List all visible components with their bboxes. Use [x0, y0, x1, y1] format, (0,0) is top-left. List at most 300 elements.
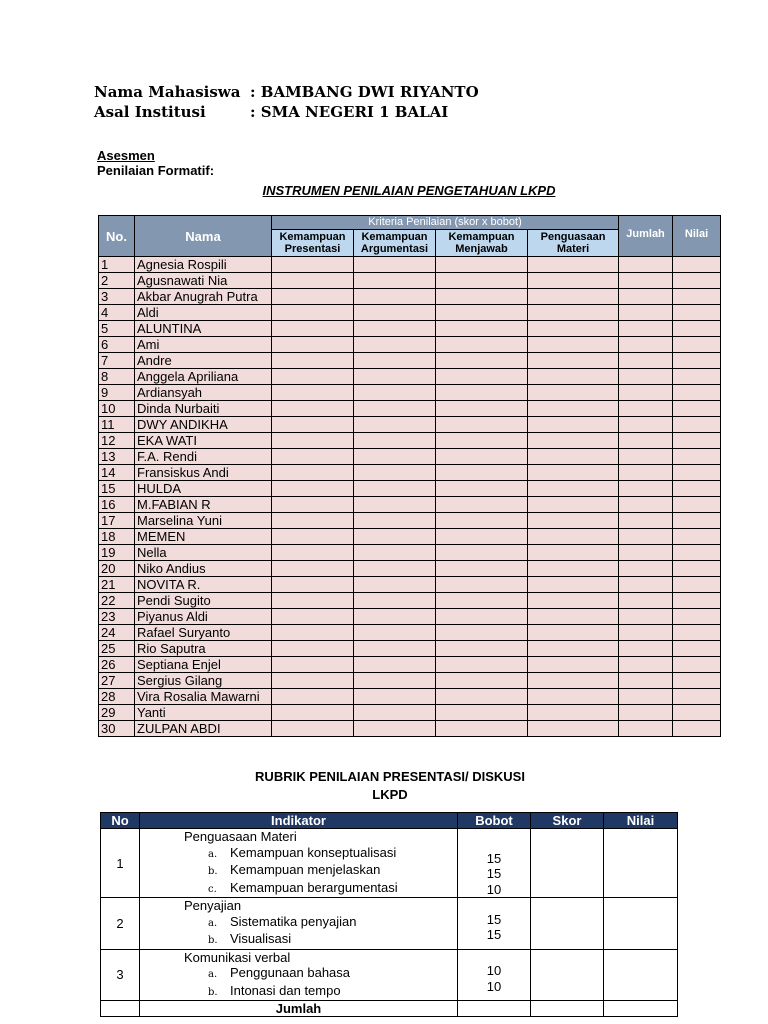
score-presentasi-cell[interactable]	[272, 449, 354, 465]
jumlah-cell[interactable]	[619, 273, 673, 289]
table-row	[99, 417, 721, 433]
row-number: 28	[99, 689, 135, 705]
jumlah-cell[interactable]	[619, 385, 673, 401]
student-name: Ami	[135, 337, 272, 353]
score-menjawab-cell[interactable]	[436, 625, 528, 641]
nilai-cell[interactable]	[673, 257, 721, 273]
student-name: EKA WATI	[135, 433, 272, 449]
score-penguasaan-cell[interactable]	[528, 433, 619, 449]
rubrik-total-row	[101, 1001, 678, 1017]
score-penguasaan-cell[interactable]	[528, 417, 619, 433]
score-presentasi-cell[interactable]	[272, 657, 354, 673]
score-penguasaan-cell[interactable]	[528, 513, 619, 529]
lkpd-table-body	[99, 257, 721, 737]
row-number: 19	[99, 545, 135, 561]
table-row	[99, 673, 721, 689]
rubrik-nilai-cell[interactable]	[604, 949, 678, 1001]
student-name: Rafael Suryanto	[135, 625, 272, 641]
score-argumentasi-cell[interactable]	[354, 641, 436, 657]
table-row	[99, 625, 721, 641]
row-number: 14	[99, 465, 135, 481]
rubrik-nilai-cell[interactable]	[604, 898, 678, 950]
jumlah-cell[interactable]	[619, 705, 673, 721]
bobot-value: 15	[486, 866, 502, 881]
jumlah-cell[interactable]	[619, 721, 673, 737]
score-argumentasi-cell[interactable]	[354, 337, 436, 353]
score-menjawab-cell[interactable]	[436, 465, 528, 481]
student-name-value: : BAMBANG DWI RIYANTO	[250, 83, 479, 101]
row-number: 12	[99, 433, 135, 449]
rubrik-col-nilai: Nilai	[604, 813, 678, 829]
score-menjawab-cell[interactable]	[436, 321, 528, 337]
score-presentasi-cell[interactable]	[272, 705, 354, 721]
score-argumentasi-cell[interactable]	[354, 321, 436, 337]
score-argumentasi-cell[interactable]	[354, 449, 436, 465]
jumlah-cell[interactable]	[619, 673, 673, 689]
score-menjawab-cell[interactable]	[436, 657, 528, 673]
rubrik-row	[101, 898, 678, 950]
row-number: 13	[99, 449, 135, 465]
jumlah-cell[interactable]	[619, 689, 673, 705]
row-number: 24	[99, 625, 135, 641]
rubrik-bobot-cell	[458, 898, 531, 950]
score-penguasaan-cell[interactable]	[528, 529, 619, 545]
jumlah-cell[interactable]	[619, 625, 673, 641]
nilai-cell[interactable]	[673, 497, 721, 513]
nilai-cell[interactable]	[673, 561, 721, 577]
lkpd-assessment-table	[98, 215, 721, 737]
row-number: 26	[99, 657, 135, 673]
table-row	[99, 609, 721, 625]
col-header-jumlah: Jumlah	[619, 216, 673, 257]
score-penguasaan-cell[interactable]	[528, 673, 619, 689]
student-name: Niko Andius	[135, 561, 272, 577]
nilai-cell[interactable]	[673, 481, 721, 497]
score-presentasi-cell[interactable]	[272, 465, 354, 481]
jumlah-cell[interactable]	[619, 577, 673, 593]
score-presentasi-cell[interactable]	[272, 721, 354, 737]
criteria-header: Kriteria Penilaian (skor x bobot)	[272, 216, 619, 230]
score-penguasaan-cell[interactable]	[528, 497, 619, 513]
jumlah-cell[interactable]	[619, 305, 673, 321]
score-penguasaan-cell[interactable]	[528, 705, 619, 721]
assessment-heading-block	[97, 148, 214, 178]
score-presentasi-cell[interactable]	[272, 689, 354, 705]
score-penguasaan-cell[interactable]	[528, 721, 619, 737]
score-presentasi-cell[interactable]	[272, 577, 354, 593]
row-number: 20	[99, 561, 135, 577]
rubrik-total-skor[interactable]	[531, 1001, 604, 1017]
score-presentasi-cell[interactable]	[272, 337, 354, 353]
rubrik-skor-cell[interactable]	[531, 949, 604, 1001]
score-argumentasi-cell[interactable]	[354, 705, 436, 721]
student-name: Vira Rosalia Mawarni	[135, 689, 272, 705]
jumlah-cell[interactable]	[619, 545, 673, 561]
sub-indicator-text: Kemampuan berargumentasi	[230, 879, 398, 895]
score-penguasaan-cell[interactable]	[528, 481, 619, 497]
nilai-cell[interactable]	[673, 449, 721, 465]
score-menjawab-cell[interactable]	[436, 513, 528, 529]
score-penguasaan-cell[interactable]	[528, 289, 619, 305]
score-presentasi-cell[interactable]	[272, 305, 354, 321]
jumlah-cell[interactable]	[619, 401, 673, 417]
institution-row	[94, 102, 479, 122]
student-name: M.FABIAN R	[135, 497, 272, 513]
score-penguasaan-cell[interactable]	[528, 465, 619, 481]
rubrik-total-bobot	[458, 1001, 531, 1017]
row-number: 5	[99, 321, 135, 337]
score-argumentasi-cell[interactable]	[354, 417, 436, 433]
score-penguasaan-cell[interactable]	[528, 577, 619, 593]
score-presentasi-cell[interactable]	[272, 289, 354, 305]
score-menjawab-cell[interactable]	[436, 433, 528, 449]
rubrik-sub-indicator	[184, 983, 457, 1001]
score-argumentasi-cell[interactable]	[354, 609, 436, 625]
score-argumentasi-cell[interactable]	[354, 289, 436, 305]
jumlah-cell[interactable]	[619, 417, 673, 433]
score-argumentasi-cell[interactable]	[354, 689, 436, 705]
bobot-value: 15	[486, 911, 502, 927]
nilai-cell[interactable]	[673, 577, 721, 593]
score-presentasi-cell[interactable]	[272, 609, 354, 625]
student-name: NOVITA R.	[135, 577, 272, 593]
table-row	[99, 481, 721, 497]
nilai-cell[interactable]	[673, 289, 721, 305]
rubrik-bobot-cell	[458, 949, 531, 1001]
nilai-cell[interactable]	[673, 369, 721, 385]
sub-indicator-text: Visualisasi	[230, 931, 292, 946]
table-row	[99, 513, 721, 529]
table-row	[99, 257, 721, 273]
table-row	[99, 721, 721, 737]
rubrik-sub-indicator	[184, 880, 457, 898]
student-name: MEMEN	[135, 529, 272, 545]
rubrik-sub-indicator	[184, 931, 457, 949]
score-menjawab-cell[interactable]	[436, 257, 528, 273]
jumlah-cell[interactable]	[619, 641, 673, 657]
table-row	[99, 369, 721, 385]
score-penguasaan-cell[interactable]	[528, 401, 619, 417]
criteria-argumentasi: Kemampuan Argumentasi	[354, 230, 436, 257]
nilai-cell[interactable]	[673, 417, 721, 433]
criteria-menjawab: Kemampuan Menjawab	[436, 230, 528, 257]
score-presentasi-cell[interactable]	[272, 497, 354, 513]
nilai-cell[interactable]	[673, 305, 721, 321]
sub-indicator-text: Intonasi dan tempo	[230, 982, 341, 998]
score-menjawab-cell[interactable]	[436, 401, 528, 417]
score-menjawab-cell[interactable]	[436, 417, 528, 433]
bobot-value: 10	[486, 978, 502, 994]
student-info	[94, 82, 479, 122]
score-argumentasi-cell[interactable]	[354, 433, 436, 449]
table-row	[99, 529, 721, 545]
sub-indicator-text: Kemampuan konseptualisasi	[230, 844, 397, 860]
nilai-cell[interactable]	[673, 513, 721, 529]
bobot-value: 15	[486, 850, 502, 866]
score-argumentasi-cell[interactable]	[354, 513, 436, 529]
jumlah-cell[interactable]	[619, 433, 673, 449]
jumlah-cell[interactable]	[619, 369, 673, 385]
nilai-cell[interactable]	[673, 657, 721, 673]
score-argumentasi-cell[interactable]	[354, 481, 436, 497]
student-name: Andre	[135, 353, 272, 369]
score-menjawab-cell[interactable]	[436, 609, 528, 625]
score-presentasi-cell[interactable]	[272, 545, 354, 561]
score-menjawab-cell[interactable]	[436, 577, 528, 593]
score-menjawab-cell[interactable]	[436, 353, 528, 369]
score-argumentasi-cell[interactable]	[354, 529, 436, 545]
score-penguasaan-cell[interactable]	[528, 657, 619, 673]
score-menjawab-cell[interactable]	[436, 673, 528, 689]
criteria-penguasaan-materi: Penguasaan Materi	[528, 230, 619, 257]
score-argumentasi-cell[interactable]	[354, 497, 436, 513]
rubrik-skor-cell[interactable]	[531, 898, 604, 950]
score-penguasaan-cell[interactable]	[528, 385, 619, 401]
score-penguasaan-cell[interactable]	[528, 449, 619, 465]
score-presentasi-cell[interactable]	[272, 273, 354, 289]
rubrik-total-nilai[interactable]	[604, 1001, 678, 1017]
score-penguasaan-cell[interactable]	[528, 273, 619, 289]
sub-indicator-letter: b.	[208, 935, 218, 946]
score-menjawab-cell[interactable]	[436, 481, 528, 497]
nilai-cell[interactable]	[673, 353, 721, 369]
score-menjawab-cell[interactable]	[436, 449, 528, 465]
rubrik-sub-indicator	[184, 862, 457, 880]
student-name: HULDA	[135, 481, 272, 497]
sub-indicator-letter: c.	[208, 883, 217, 895]
score-presentasi-cell[interactable]	[272, 641, 354, 657]
jumlah-cell[interactable]	[619, 337, 673, 353]
score-penguasaan-cell[interactable]	[528, 561, 619, 577]
row-number: 21	[99, 577, 135, 593]
rubrik-nilai-cell[interactable]	[604, 829, 678, 898]
score-argumentasi-cell[interactable]	[354, 353, 436, 369]
score-argumentasi-cell[interactable]	[354, 673, 436, 689]
score-penguasaan-cell[interactable]	[528, 609, 619, 625]
score-argumentasi-cell[interactable]	[354, 593, 436, 609]
score-penguasaan-cell[interactable]	[528, 689, 619, 705]
nilai-cell[interactable]	[673, 625, 721, 641]
score-menjawab-cell[interactable]	[436, 561, 528, 577]
jumlah-cell[interactable]	[619, 257, 673, 273]
assessment-heading: Asesmen	[97, 148, 155, 163]
score-presentasi-cell[interactable]	[272, 417, 354, 433]
col-header-no: No.	[99, 216, 135, 257]
nilai-cell[interactable]	[673, 385, 721, 401]
score-presentasi-cell[interactable]	[272, 481, 354, 497]
score-menjawab-cell[interactable]	[436, 641, 528, 657]
jumlah-cell[interactable]	[619, 497, 673, 513]
score-presentasi-cell[interactable]	[272, 369, 354, 385]
row-number: 10	[99, 401, 135, 417]
sub-indicator-letter: b.	[208, 866, 218, 877]
table-row	[99, 305, 721, 321]
jumlah-cell[interactable]	[619, 449, 673, 465]
score-presentasi-cell[interactable]	[272, 385, 354, 401]
score-argumentasi-cell[interactable]	[354, 385, 436, 401]
row-number: 22	[99, 593, 135, 609]
jumlah-cell[interactable]	[619, 481, 673, 497]
score-presentasi-cell[interactable]	[272, 401, 354, 417]
row-number: 15	[99, 481, 135, 497]
rubrik-indicator-cell	[140, 898, 458, 950]
nilai-cell[interactable]	[673, 273, 721, 289]
score-presentasi-cell[interactable]	[272, 593, 354, 609]
score-menjawab-cell[interactable]	[436, 529, 528, 545]
instrument-title: INSTRUMEN PENILAIAN PENGETAHUAN LKPD	[262, 183, 556, 198]
score-penguasaan-cell[interactable]	[528, 641, 619, 657]
jumlah-cell[interactable]	[619, 657, 673, 673]
table-row	[99, 337, 721, 353]
student-name: Anggela Apriliana	[135, 369, 272, 385]
score-argumentasi-cell[interactable]	[354, 305, 436, 321]
student-name: Akbar Anugrah Putra	[135, 289, 272, 305]
table-row	[99, 433, 721, 449]
score-presentasi-cell[interactable]	[272, 353, 354, 369]
score-argumentasi-cell[interactable]	[354, 545, 436, 561]
score-argumentasi-cell[interactable]	[354, 561, 436, 577]
score-argumentasi-cell[interactable]	[354, 721, 436, 737]
sub-indicator-text: Penggunaan bahasa	[230, 965, 351, 980]
score-argumentasi-cell[interactable]	[354, 657, 436, 673]
table-row	[99, 401, 721, 417]
nilai-cell[interactable]	[673, 705, 721, 721]
nilai-cell[interactable]	[673, 545, 721, 561]
assessment-subheading: Penilaian Formatif:	[97, 163, 215, 178]
row-number: 7	[99, 353, 135, 369]
student-name: Nella	[135, 545, 272, 561]
institution-value: : SMA NEGERI 1 BALAI	[250, 103, 449, 121]
jumlah-cell[interactable]	[619, 289, 673, 305]
score-penguasaan-cell[interactable]	[528, 353, 619, 369]
rubrik-title-line2: LKPD	[372, 787, 408, 802]
score-menjawab-cell[interactable]	[436, 497, 528, 513]
table-row	[99, 497, 721, 513]
student-name-label: Nama Mahasiswa	[94, 83, 241, 101]
student-name: Septiana Enjel	[135, 657, 272, 673]
score-penguasaan-cell[interactable]	[528, 545, 619, 561]
score-argumentasi-cell[interactable]	[354, 465, 436, 481]
score-penguasaan-cell[interactable]	[528, 305, 619, 321]
nilai-cell[interactable]	[673, 401, 721, 417]
score-penguasaan-cell[interactable]	[528, 321, 619, 337]
nilai-cell[interactable]	[673, 609, 721, 625]
row-number: 23	[99, 609, 135, 625]
table-row	[99, 289, 721, 305]
score-penguasaan-cell[interactable]	[528, 369, 619, 385]
table-row	[99, 385, 721, 401]
row-number: 18	[99, 529, 135, 545]
score-argumentasi-cell[interactable]	[354, 625, 436, 641]
score-presentasi-cell[interactable]	[272, 529, 354, 545]
rubrik-skor-cell[interactable]	[531, 829, 604, 898]
nilai-cell[interactable]	[673, 433, 721, 449]
student-name: Agusnawati Nia	[135, 273, 272, 289]
nilai-cell[interactable]	[673, 689, 721, 705]
score-penguasaan-cell[interactable]	[528, 625, 619, 641]
row-number: 17	[99, 513, 135, 529]
nilai-cell[interactable]	[673, 529, 721, 545]
score-presentasi-cell[interactable]	[272, 321, 354, 337]
score-menjawab-cell[interactable]	[436, 689, 528, 705]
jumlah-cell[interactable]	[619, 321, 673, 337]
sub-indicator-letter: b.	[208, 986, 218, 998]
row-number: 9	[99, 385, 135, 401]
jumlah-cell[interactable]	[619, 609, 673, 625]
score-menjawab-cell[interactable]	[436, 289, 528, 305]
rubrik-col-bobot: Bobot	[458, 813, 531, 829]
score-menjawab-cell[interactable]	[436, 705, 528, 721]
rubrik-total-label: Jumlah	[140, 1001, 458, 1017]
rubrik-row	[101, 829, 678, 898]
score-menjawab-cell[interactable]	[436, 337, 528, 353]
nilai-cell[interactable]	[673, 593, 721, 609]
score-argumentasi-cell[interactable]	[354, 369, 436, 385]
rubrik-col-skor: Skor	[531, 813, 604, 829]
table-row	[99, 353, 721, 369]
score-argumentasi-cell[interactable]	[354, 257, 436, 273]
score-menjawab-cell[interactable]	[436, 273, 528, 289]
student-name: Aldi	[135, 305, 272, 321]
nilai-cell[interactable]	[673, 721, 721, 737]
score-menjawab-cell[interactable]	[436, 385, 528, 401]
jumlah-cell[interactable]	[619, 561, 673, 577]
score-presentasi-cell[interactable]	[272, 561, 354, 577]
student-name: Pendi Sugito	[135, 593, 272, 609]
score-menjawab-cell[interactable]	[436, 545, 528, 561]
score-argumentasi-cell[interactable]	[354, 273, 436, 289]
jumlah-cell[interactable]	[619, 465, 673, 481]
row-number: 11	[99, 417, 135, 433]
rubrik-bobot-cell	[458, 829, 531, 898]
rubrik-row-number: 1	[101, 829, 140, 898]
rubrik-sub-indicator	[184, 914, 457, 932]
nilai-cell[interactable]	[673, 641, 721, 657]
score-argumentasi-cell[interactable]	[354, 577, 436, 593]
nilai-cell[interactable]	[673, 321, 721, 337]
jumlah-cell[interactable]	[619, 593, 673, 609]
nilai-cell[interactable]	[673, 673, 721, 689]
score-menjawab-cell[interactable]	[436, 721, 528, 737]
jumlah-cell[interactable]	[619, 513, 673, 529]
student-name: Yanti	[135, 705, 272, 721]
sub-indicator-letter: a.	[208, 848, 218, 860]
jumlah-cell[interactable]	[619, 353, 673, 369]
score-argumentasi-cell[interactable]	[354, 401, 436, 417]
score-presentasi-cell[interactable]	[272, 625, 354, 641]
score-penguasaan-cell[interactable]	[528, 337, 619, 353]
score-menjawab-cell[interactable]	[436, 369, 528, 385]
score-presentasi-cell[interactable]	[272, 433, 354, 449]
bobot-value: 10	[486, 881, 502, 897]
row-number: 25	[99, 641, 135, 657]
rubrik-row-number: 2	[101, 898, 140, 950]
score-presentasi-cell[interactable]	[272, 257, 354, 273]
student-name: Marselina Yuni	[135, 513, 272, 529]
score-penguasaan-cell[interactable]	[528, 593, 619, 609]
jumlah-cell[interactable]	[619, 529, 673, 545]
score-presentasi-cell[interactable]	[272, 513, 354, 529]
score-menjawab-cell[interactable]	[436, 305, 528, 321]
nilai-cell[interactable]	[673, 465, 721, 481]
score-presentasi-cell[interactable]	[272, 673, 354, 689]
score-penguasaan-cell[interactable]	[528, 257, 619, 273]
sub-indicator-letter: a.	[208, 969, 218, 980]
rubrik-row-number: 3	[101, 949, 140, 1001]
row-number: 27	[99, 673, 135, 689]
nilai-cell[interactable]	[673, 337, 721, 353]
score-menjawab-cell[interactable]	[436, 593, 528, 609]
